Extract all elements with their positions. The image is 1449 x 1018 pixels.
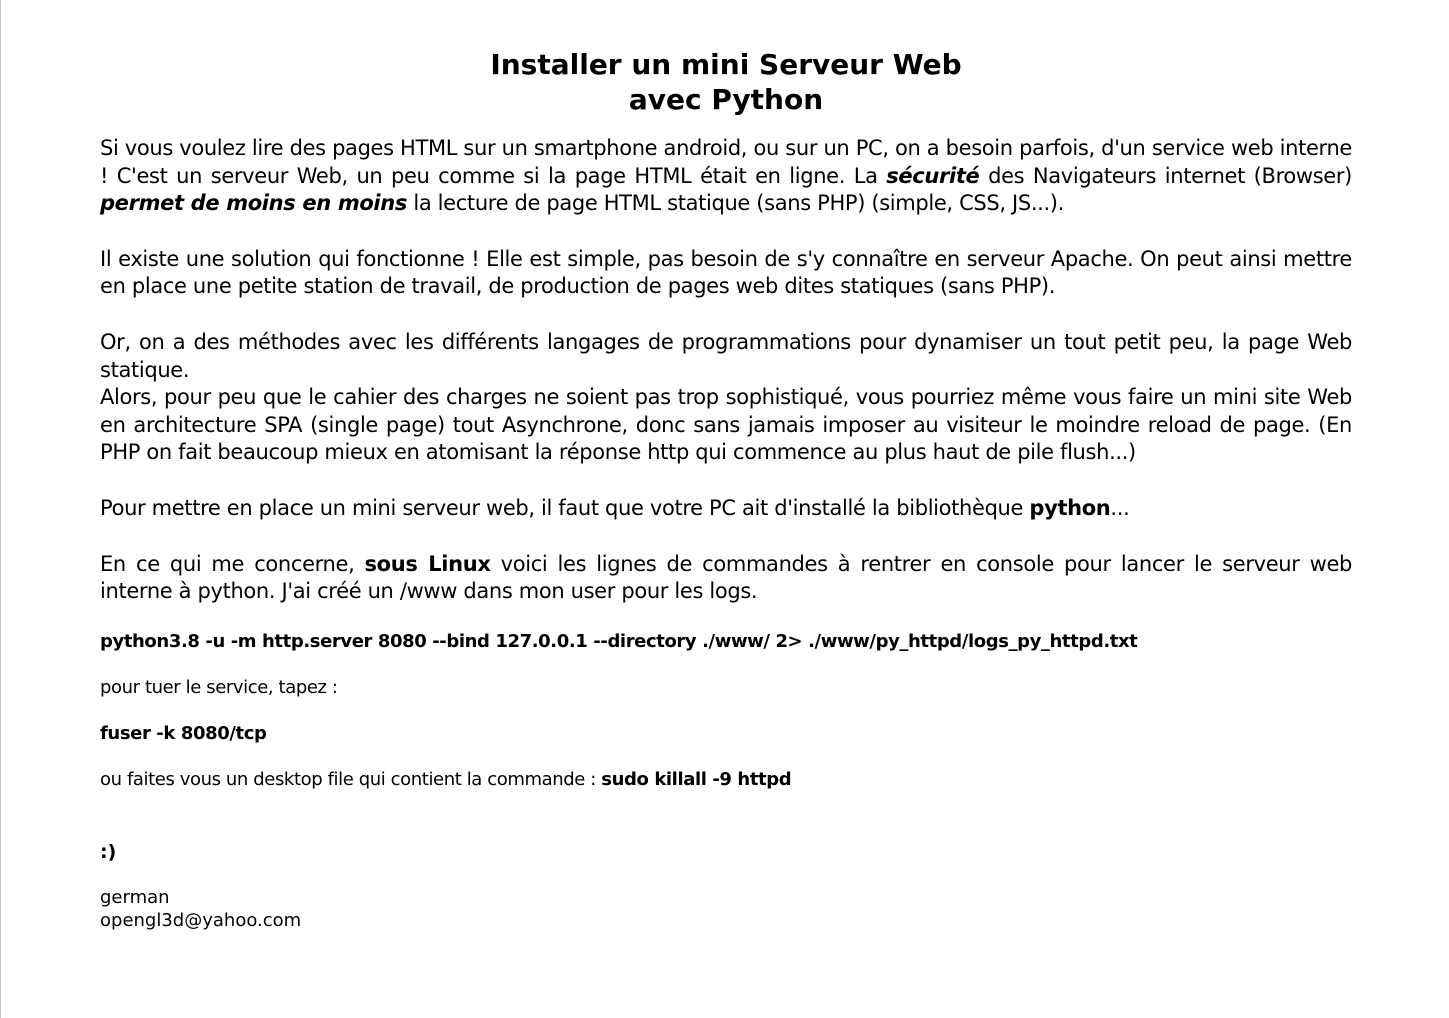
python-req-text-1: Pour mettre en place un mini serveur web, il faut que votre PC ait d'installé la bibliothèque: [100, 495, 1030, 520]
python-req-text-2: ...: [1110, 495, 1130, 520]
linux-bold: sous Linux: [364, 551, 491, 576]
kill-command: fuser -k 8080/tcp: [100, 722, 267, 744]
desktop-note-text: ou faites vous un desktop file qui contient la commande :: [100, 768, 602, 790]
intro-text-1: Si vous voulez lire des pages HTML sur un smartphone android, ou sur un PC, on a besoin parfois, d'un service web interne ! C'est un serveur Web, un peu comme si la page HTML était en ligne. La: [100, 136, 1352, 188]
title-line-2: avec Python: [628, 83, 824, 116]
start-server-command: python3.8 -u -m http.server 8080 --bind 127.0.0.1 --directory ./www/ 2> ./www/py_httpd/logs_py_httpd.txt: [100, 630, 1138, 652]
intro-emphasis-securite: sécurité: [886, 163, 980, 188]
spa-paragraph: Alors, pour peu que le cahier des charges ne soient pas trop sophistiqué, vous pourriez même vous faire un mini site Web en architecture SPA (single page) tout Asynchrone, donc sans jamais imposer au visiteur le moindre reload de page. (En PHP on fait beaucoup mieux en atomisant la réponse http qui commence au plus haut de pile flush...): [100, 385, 1352, 465]
signature: [100, 886, 1352, 932]
linux-paragraph: [100, 551, 1352, 606]
python-req-bold: python: [1029, 495, 1111, 520]
signature-email: opengl3d@yahoo.com: [100, 909, 302, 931]
kill-intro-text: pour tuer le service, tapez :: [100, 676, 338, 698]
page-left-border: [0, 0, 1, 1018]
linux-text-1: En ce qui me concerne,: [100, 551, 365, 576]
document-body: [100, 47, 1352, 932]
title-line-1: Installer un mini Serveur Web: [490, 48, 962, 81]
intro-emphasis-permet: permet de moins en moins: [100, 191, 408, 216]
intro-paragraph: [100, 135, 1352, 218]
desktop-note-command: sudo killall -9 httpd: [601, 768, 792, 790]
page-title: [100, 47, 1352, 117]
linux-text-2: voici les lignes de commandes à rentrer en console pour lancer le serveur web interne à python. J'ai créé un /www dans mon user pour les logs.: [100, 551, 1353, 604]
intro-text-2: des Navigateurs internet (Browser): [979, 163, 1352, 188]
methods-paragraph: Or, on a des méthodes avec les différents langages de programmations pour dynamiser un tout petit peu, la page Web statique.: [100, 329, 1352, 382]
solution-paragraph: Il existe une solution qui fonctionne ! Elle est simple, pas besoin de s'y connaître en serveur Apache. On peut ainsi mettre en place une petite station de travail, de production de pages web dites statiques (sans PHP).: [100, 246, 1352, 299]
smiley: :): [100, 840, 117, 863]
desktop-file-note: [100, 768, 1352, 792]
intro-text-3: la lecture de page HTML statique (sans PHP) (simple, CSS, JS...).: [407, 191, 1064, 216]
signature-name: german: [100, 886, 170, 908]
python-requirement-paragraph: [100, 495, 1352, 523]
